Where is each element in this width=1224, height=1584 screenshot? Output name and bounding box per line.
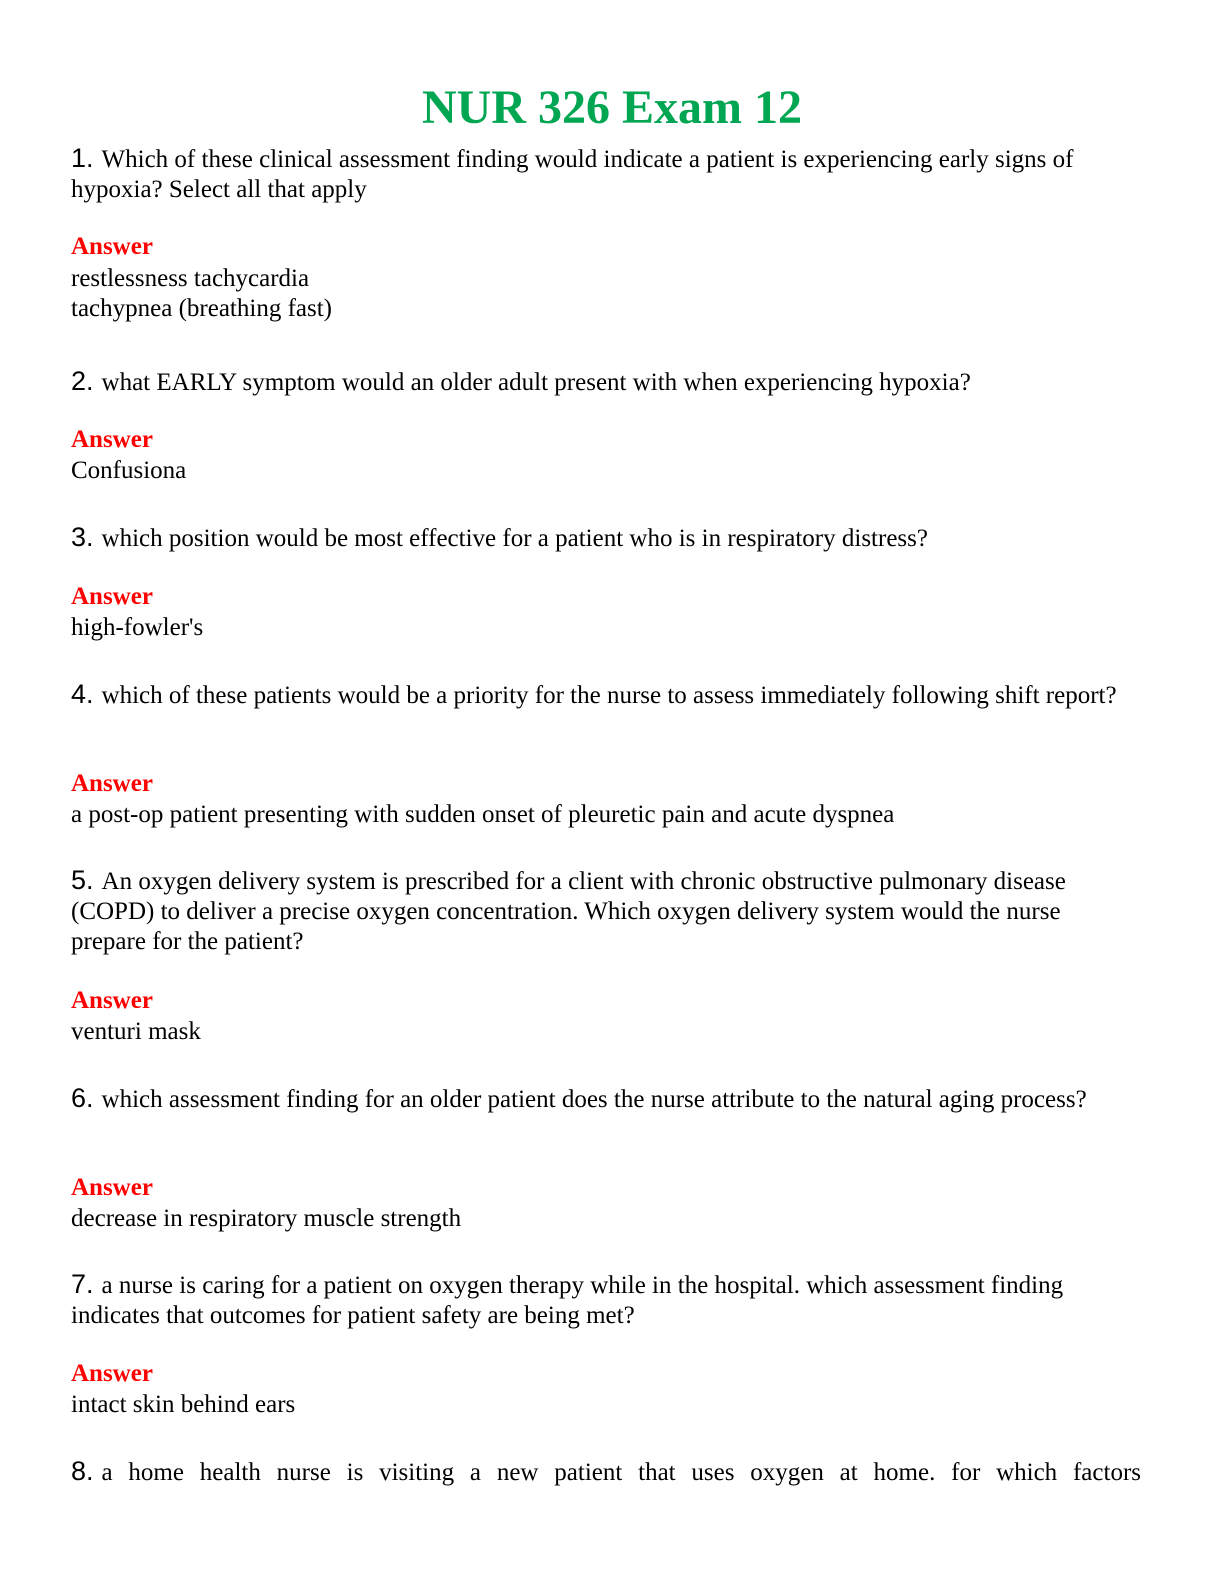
- answer-text: Confusiona: [71, 457, 187, 484]
- answer-label: Answer: [71, 426, 153, 453]
- answer-label: Answer: [71, 987, 153, 1014]
- answer-text: decrease in respiratory muscle strength: [71, 1205, 462, 1232]
- question-number: 1.: [71, 143, 94, 173]
- answer-label: Answer: [71, 583, 153, 610]
- question-7: [71, 1269, 1141, 1331]
- question-3: [71, 522, 1141, 554]
- question-2: [71, 366, 1141, 398]
- question-text: Which of these clinical assessment finding would indicate a patient is experiencing early signs of hypoxia? Select all that apply: [71, 146, 1074, 203]
- answer-label: Answer: [71, 1360, 153, 1387]
- question-6: [71, 1083, 1141, 1115]
- answer-text: high-fowler's: [71, 614, 204, 641]
- question-5: [71, 865, 1141, 957]
- answer-label: Answer: [71, 770, 153, 797]
- question-text: a nurse is caring for a patient on oxygen therapy while in the hospital. which assessment finding indicates that outcomes for patient safety are being met?: [71, 1272, 1064, 1329]
- question-number: 8.: [71, 1456, 94, 1486]
- question-text: which assessment finding for an older patient does the nurse attribute to the natural aging process?: [101, 1086, 1087, 1113]
- answer-text: a post-op patient presenting with sudden onset of pleuretic pain and acute dyspnea: [71, 801, 895, 828]
- question-number: 7.: [71, 1269, 94, 1299]
- question-text: which of these patients would be a priority for the nurse to assess immediately following shift report?: [101, 682, 1117, 709]
- question-1: [71, 143, 1141, 205]
- question-text: what EARLY symptom would an older adult present with when experiencing hypoxia?: [101, 369, 971, 396]
- answer-text: restlessness tachycardia tachypnea (breathing fast): [71, 265, 332, 322]
- question-text: which position would be most effective for a patient who is in respiratory distress?: [101, 525, 928, 552]
- answer-text: venturi mask: [71, 1018, 201, 1045]
- answer-label: Answer: [71, 1174, 153, 1201]
- page-title: NUR 326 Exam 12: [422, 81, 802, 134]
- question-number: 3.: [71, 522, 94, 552]
- answer-text: intact skin behind ears: [71, 1391, 296, 1418]
- question-number: 4.: [71, 679, 94, 709]
- question-text: a home health nurse is visiting a new patient that uses oxygen at home. for which factors: [101, 1459, 1141, 1486]
- question-4: [71, 679, 1141, 711]
- question-8: [71, 1456, 1141, 1488]
- answer-label: Answer: [71, 233, 153, 260]
- question-number: 5.: [71, 865, 94, 895]
- question-text: An oxygen delivery system is prescribed for a client with chronic obstructive pulmonary disease (COPD) to deliver a precise oxygen concentration. Which oxygen delivery system would the nurse prepare for the patient?: [71, 868, 1066, 955]
- question-number: 2.: [71, 366, 94, 396]
- question-number: 6.: [71, 1083, 94, 1113]
